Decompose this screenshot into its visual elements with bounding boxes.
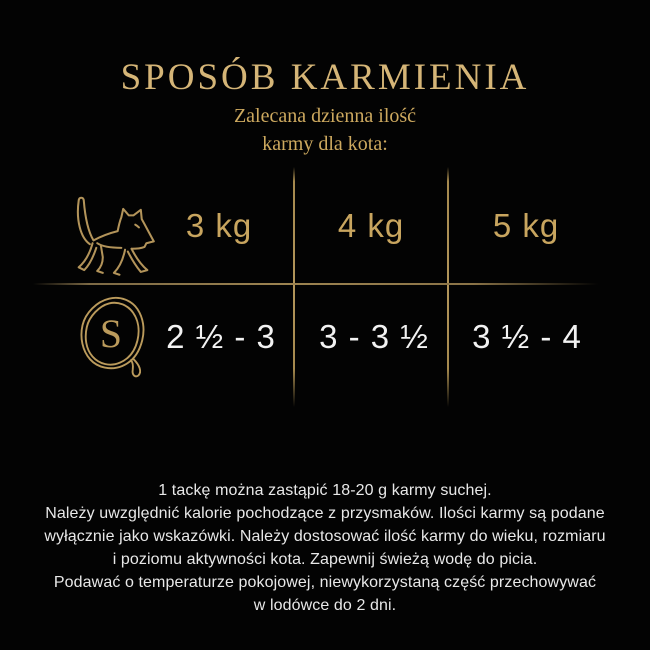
seal-s-icon bbox=[67, 293, 153, 383]
subtitle-line-2: karmy dla kota: bbox=[262, 133, 388, 155]
footnotes bbox=[0, 479, 650, 617]
footnote-line: w lodówce do 2 dni. bbox=[253, 597, 397, 614]
footnote-line: 1 tackę można zastąpić 18-20 g karmy suchej. bbox=[158, 482, 492, 499]
table-divider-vertical-2 bbox=[447, 167, 449, 407]
page-subtitle bbox=[0, 102, 650, 158]
portion-cell-4kg: 3 - 3 ½ bbox=[319, 318, 429, 355]
weight-cell-3kg: 3 kg bbox=[185, 207, 253, 244]
weight-cell-5kg: 5 kg bbox=[492, 207, 560, 244]
portion-cell-5kg: 3 ½ - 4 bbox=[472, 318, 582, 355]
portion-cell-3kg: 2 ½ - 3 bbox=[166, 318, 276, 355]
table-divider-vertical-1 bbox=[293, 167, 295, 407]
footnote-line: Należy uwzględnić kalorie pochodzące z przysmaków. Ilości karmy są podane bbox=[45, 505, 605, 522]
subtitle-line-1: Zalecana dzienna ilość bbox=[233, 105, 417, 127]
page-title: SPOSÓB KARMIENIA bbox=[120, 57, 530, 98]
table-divider-horizontal bbox=[33, 283, 598, 285]
cat-icon bbox=[62, 186, 164, 280]
footnote-line: Podawać o temperaturze pokojowej, niewykorzystaną część przechowywać bbox=[53, 574, 597, 591]
footnote-line: i poziomu aktywności kota. Zapewnij świeżą wodę do picia. bbox=[112, 551, 538, 568]
seal-letter: S bbox=[99, 312, 123, 356]
footnote-line: wyłącznie jako wskazówki. Należy dostosować ilość karmy do wieku, rozmiaru bbox=[44, 528, 606, 545]
weight-cell-4kg: 4 kg bbox=[337, 207, 405, 244]
